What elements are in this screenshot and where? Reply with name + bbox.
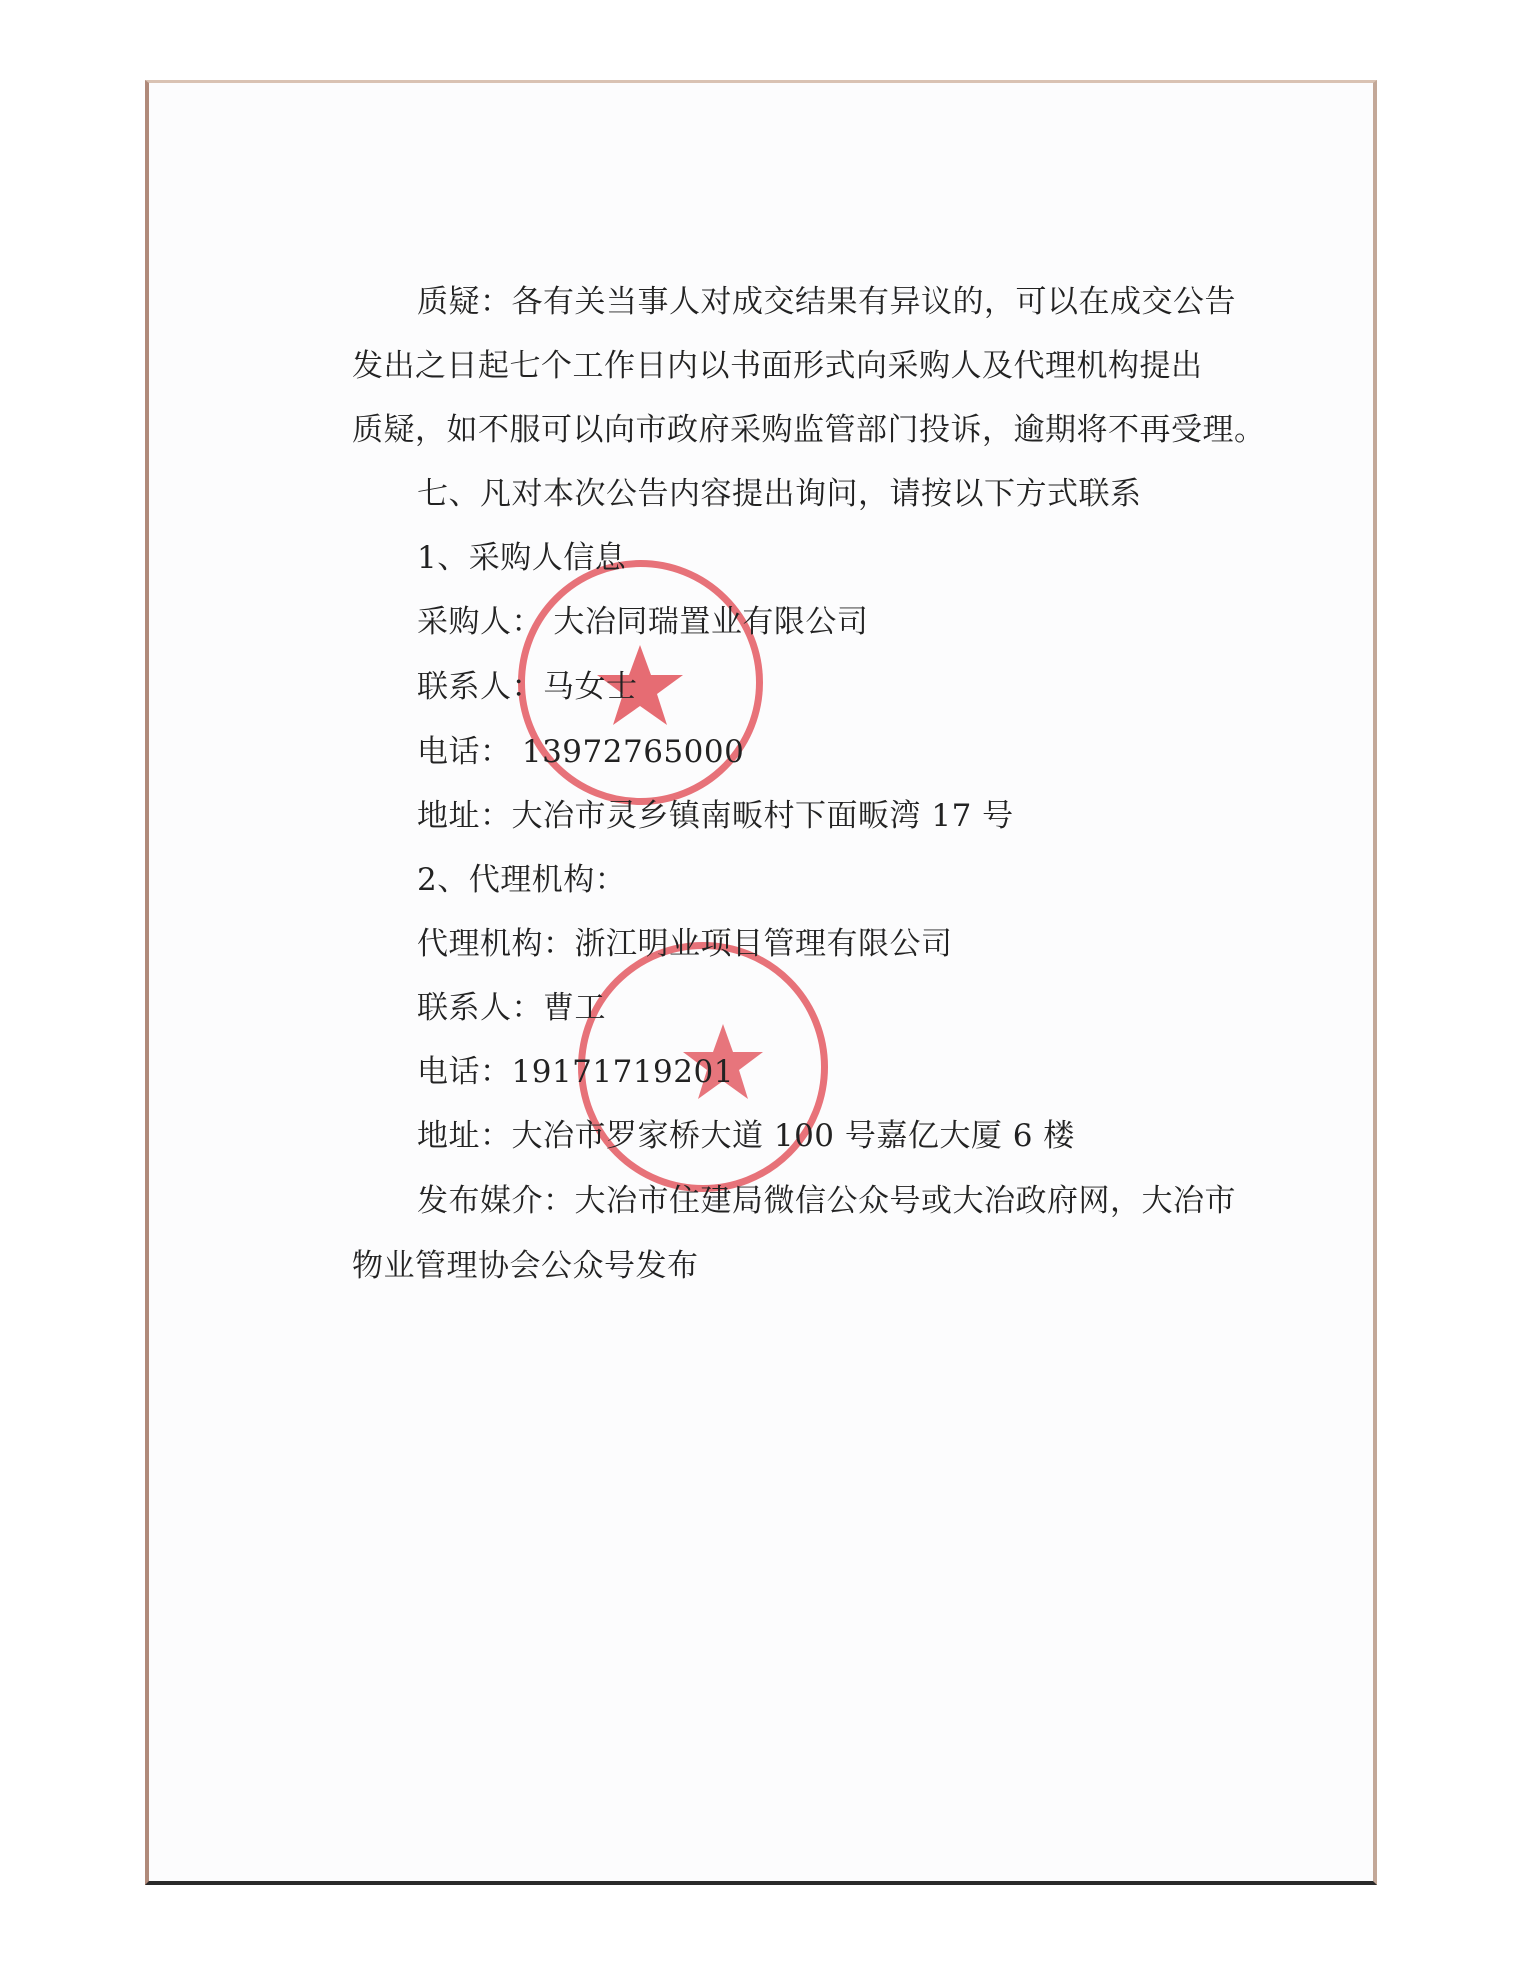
purchaser-phone: 电话： 13972765000 — [417, 734, 745, 770]
paragraph-objection-line2: 发出之日起七个工作日内以书面形式向采购人及代理机构提出 — [352, 348, 1203, 384]
agency-heading: 2、代理机构： — [417, 862, 627, 898]
media-line1: 发布媒介：大冶市住建局微信公众号或大冶政府网，大冶市 — [417, 1183, 1236, 1219]
purchaser-name: 采购人： 大冶同瑞置业有限公司 — [417, 604, 869, 640]
purchaser-contact: 联系人：马女士 — [417, 669, 638, 705]
agency-contact: 联系人：曹工 — [417, 990, 606, 1026]
paragraph-objection-line3: 质疑，如不服可以向市政府采购监管部门投诉，逾期将不再受理。 — [352, 412, 1266, 448]
media-line2: 物业管理协会公众号发布 — [352, 1248, 699, 1284]
section-seven-heading: 七、凡对本次公告内容提出询问，请按以下方式联系 — [417, 476, 1142, 512]
agency-address: 地址：大冶市罗家桥大道 100 号嘉亿大厦 6 楼 — [417, 1118, 1075, 1154]
agency-phone: 电话：19171719201 — [417, 1054, 734, 1090]
purchaser-heading: 1、采购人信息 — [417, 540, 627, 576]
agency-name: 代理机构：浙江明业项目管理有限公司 — [417, 926, 953, 962]
purchaser-address: 地址：大冶市灵乡镇南畈村下面畈湾 17 号 — [417, 798, 1014, 834]
paragraph-objection-line1: 质疑：各有关当事人对成交结果有异议的，可以在成交公告 — [417, 284, 1236, 320]
